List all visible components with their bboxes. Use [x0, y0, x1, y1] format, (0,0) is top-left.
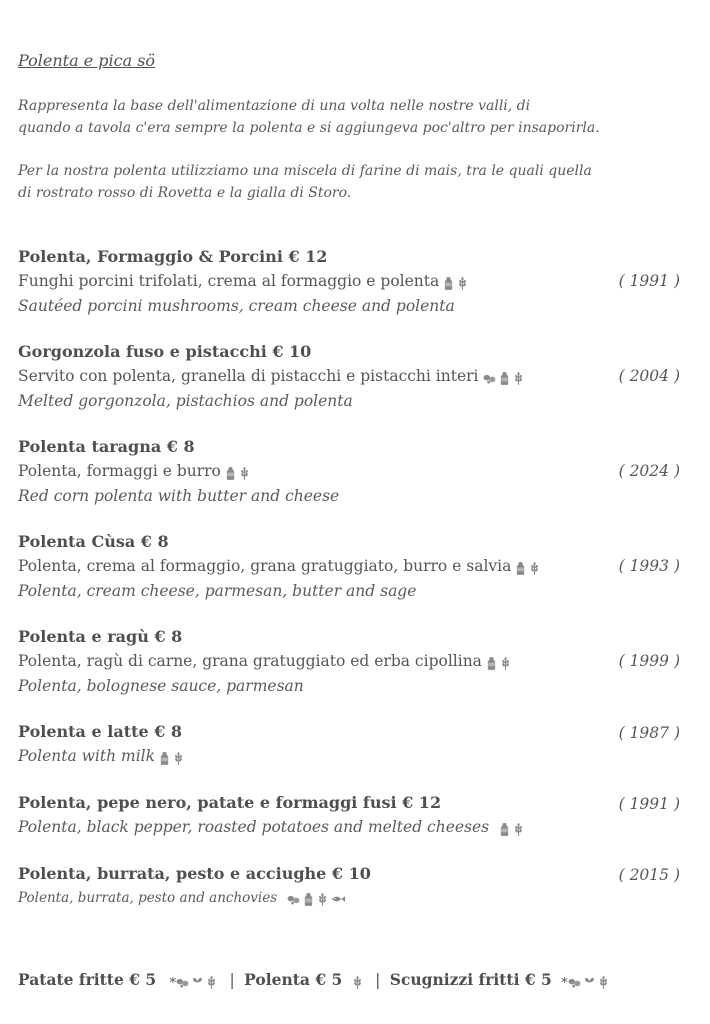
- milk-icon: [159, 752, 170, 765]
- item-english: Polenta, cream cheese, parmesan, butter and sage: [18, 582, 417, 600]
- section-title: Polenta e pica sö: [18, 51, 156, 70]
- menu-item: [18, 791, 688, 840]
- item-name: Polenta taragna € 8: [18, 437, 195, 456]
- intro-paragraph-1: [18, 95, 698, 139]
- wheat-icon: [457, 277, 468, 290]
- separator: |: [375, 971, 381, 989]
- milk-icon: [499, 372, 510, 385]
- intro-line: Per la nostra polenta utilizziamo una miscela di farine di mais, tra le quali quella: [18, 163, 592, 179]
- milk-icon: [515, 562, 526, 575]
- intro-line: di rostrato rosso di Rovetta e la gialla di Storo.: [18, 185, 352, 201]
- item-english: Polenta, black pepper, roasted potatoes and melted cheeses: [18, 815, 688, 840]
- item-name: Polenta e latte € 8: [18, 722, 183, 741]
- sprout-icon: [584, 977, 595, 988]
- asterisk-mark: *: [169, 975, 177, 991]
- milk-icon: [486, 657, 497, 670]
- item-english: Red corn polenta with butter and cheese: [18, 487, 340, 505]
- wheat-icon: [529, 562, 540, 575]
- item-english: Polenta, bolognese sauce, parmesan: [18, 677, 304, 695]
- menu-item: [18, 435, 688, 508]
- menu-item: [18, 530, 688, 603]
- nut-icon: [176, 977, 189, 988]
- item-description: Funghi porcini trifolati, crema al formaggio e polenta: [18, 269, 688, 294]
- item-year: ( 2004 ): [618, 367, 680, 385]
- menu-item: [18, 862, 688, 911]
- side-item-scugnizzi: Scugnizzi fritti € 5: [389, 970, 552, 989]
- item-english: Sautéed porcini mushrooms, cream cheese and polenta: [18, 297, 455, 315]
- item-year: ( 1999 ): [618, 652, 680, 670]
- item-name: Polenta Cùsa € 8: [18, 532, 169, 551]
- wheat-icon: [173, 752, 184, 765]
- milk-icon: [443, 277, 454, 290]
- intro-line: Rappresenta la base dell'alimentazione di una volta nelle nostre valli, di: [18, 98, 531, 114]
- item-name: Polenta, burrata, pesto e acciughe € 10: [18, 864, 371, 883]
- nut-icon: [287, 894, 300, 905]
- nut-icon: [483, 373, 496, 384]
- item-english: Melted gorgonzola, pistachios and polenta: [18, 392, 353, 410]
- fish-icon: [331, 894, 346, 904]
- milk-icon: [225, 467, 236, 480]
- item-year: ( 1993 ): [618, 557, 680, 575]
- item-name: Gorgonzola fuso e pistacchi € 10: [18, 342, 312, 361]
- item-english: Polenta, burrata, pesto and anchovies: [18, 886, 688, 911]
- menu-item: [18, 625, 688, 698]
- item-name: Polenta, Formaggio & Porcini € 12: [18, 247, 328, 266]
- item-year: ( 1991 ): [618, 272, 680, 290]
- intro-paragraph-2: [18, 160, 698, 204]
- milk-icon: [499, 823, 510, 836]
- item-year: ( 2024 ): [618, 462, 680, 480]
- wheat-icon: [206, 976, 217, 989]
- milk-icon: [303, 893, 314, 906]
- item-year: ( 1991 ): [618, 795, 680, 813]
- separator: |: [229, 971, 235, 989]
- asterisk-mark: *: [561, 975, 568, 991]
- wheat-icon: [513, 823, 524, 836]
- wheat-icon: [513, 372, 524, 385]
- intro-line: quando a tavola c'era sempre la polenta e si aggiungeva poc'altro per insaporirla.: [18, 120, 600, 136]
- side-item-polenta: Polenta € 5: [244, 970, 343, 989]
- wheat-icon: [239, 467, 250, 480]
- menu-item: [18, 720, 688, 769]
- sprout-icon: [192, 977, 203, 988]
- wheat-icon: [352, 976, 363, 989]
- item-description: Servito con polenta, granella di pistacchi e pistacchi interi: [18, 364, 688, 389]
- item-description: Polenta, ragù di carne, grana gratuggiato ed erba cipollina: [18, 649, 688, 674]
- item-year: ( 1987 ): [618, 724, 680, 742]
- wheat-icon: [500, 657, 511, 670]
- menu-item: [18, 340, 688, 413]
- item-description: Polenta, formaggi e burro: [18, 459, 688, 484]
- item-description: Polenta, crema al formaggio, grana gratuggiato, burro e salvia: [18, 554, 688, 579]
- item-name: Polenta, pepe nero, patate e formaggi fusi € 12: [18, 793, 442, 812]
- item-year: ( 2015 ): [618, 866, 680, 884]
- wheat-icon: [598, 976, 609, 989]
- sides-footer: [18, 970, 612, 991]
- wheat-icon: [317, 893, 328, 906]
- item-name: Polenta e ragù € 8: [18, 627, 183, 646]
- menu-item: [18, 245, 688, 318]
- nut-icon: [568, 977, 581, 988]
- item-english: Polenta with milk: [18, 744, 688, 769]
- side-item-fries: Patate fritte € 5: [18, 970, 157, 989]
